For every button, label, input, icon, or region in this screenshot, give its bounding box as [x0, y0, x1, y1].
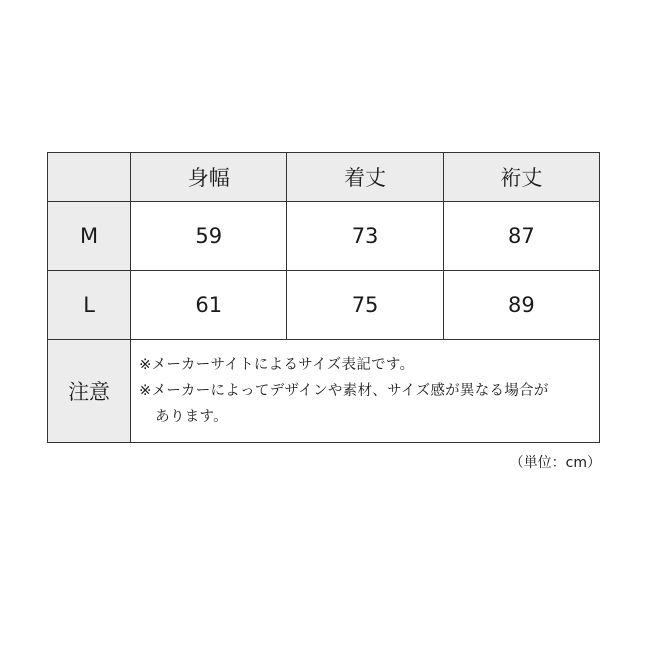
- table-cell: 73: [287, 202, 443, 271]
- note-text: [131, 340, 600, 443]
- note-line: ※メーカーサイトによるサイズ表記です。: [139, 357, 415, 373]
- table-cell: 59: [131, 202, 287, 271]
- table-cell: 75: [287, 271, 443, 340]
- header-corner-cell: [48, 153, 131, 202]
- header-sleeve-length: 裄丈: [443, 153, 599, 202]
- table-row: [48, 271, 600, 340]
- table-header-row: [48, 153, 600, 202]
- unit-label: （単位：cm）: [509, 455, 601, 471]
- size-label-m: M: [48, 202, 131, 271]
- note-label: 注意: [48, 340, 131, 443]
- size-table: [47, 152, 600, 443]
- note-line: あります。: [155, 409, 228, 425]
- header-body-width: 身幅: [131, 153, 287, 202]
- table-cell: 61: [131, 271, 287, 340]
- size-label-l: L: [48, 271, 131, 340]
- note-row: [48, 340, 600, 443]
- note-line: ※メーカーによってデザインや素材、サイズ感が異なる場合が: [139, 383, 549, 399]
- table-row: [48, 202, 600, 271]
- table-cell: 87: [443, 202, 599, 271]
- table-cell: 89: [443, 271, 599, 340]
- header-body-length: 着丈: [287, 153, 443, 202]
